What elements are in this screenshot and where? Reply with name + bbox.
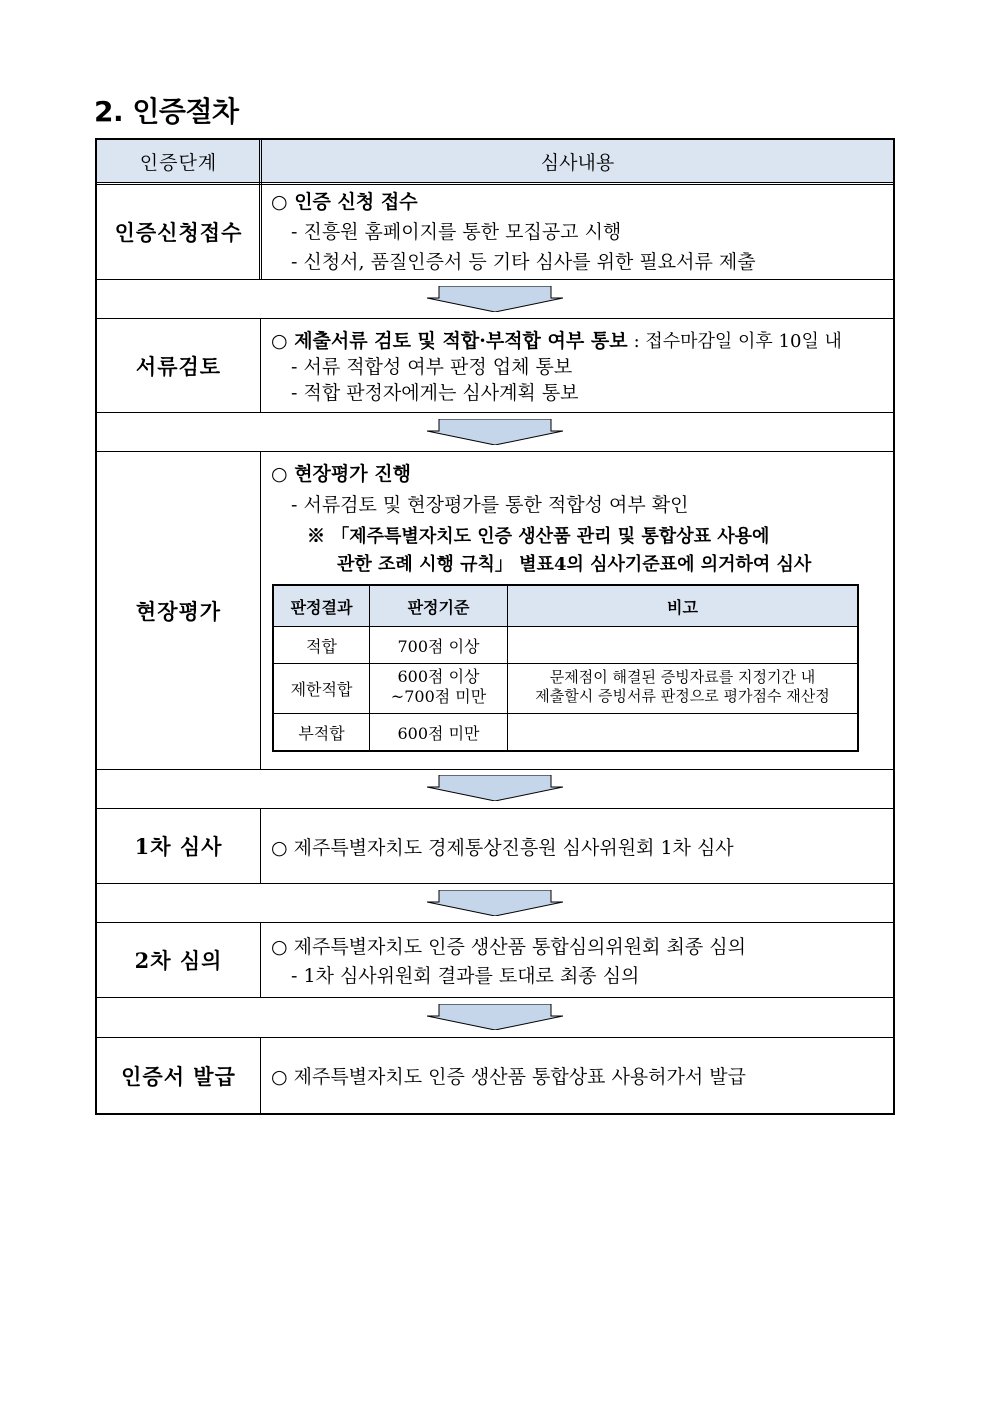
criteria-standard: 700점 이상 bbox=[397, 636, 480, 656]
criteria-standard bbox=[370, 667, 507, 707]
criteria-standard-line: 600점 이상 bbox=[397, 667, 480, 686]
step-detail: - 1차 심사위원회 결과를 토대로 최종 심의 bbox=[291, 965, 640, 987]
step-detail: - 서류검토 및 현장평가를 통한 적합성 여부 확인 bbox=[291, 494, 689, 516]
criteria-result: 제한적합 bbox=[290, 680, 353, 699]
step-label-onsite-evaluation: 현장평가 bbox=[135, 598, 222, 624]
step-detail: ○ 제주특별자치도 인증 생산품 통합상표 사용허가서 발급 bbox=[271, 1066, 746, 1088]
step-heading: ○ 제출서류 검토 및 적합·부적합 여부 통보 bbox=[271, 330, 628, 352]
criteria-note-line: 제출할시 증빙서류 판정으로 평가점수 재산정 bbox=[535, 687, 830, 705]
arrow-down-icon bbox=[427, 419, 563, 445]
step-content-application bbox=[265, 185, 890, 279]
step-content-document-review bbox=[265, 319, 890, 413]
criteria-standard: 600점 미만 bbox=[397, 723, 480, 743]
step-heading: ○ 현장평가 진행 bbox=[271, 463, 411, 485]
step-detail: - 신청서, 품질인증서 등 기타 심사를 위한 필요서류 제출 bbox=[291, 251, 756, 273]
step-label-first-review: 1차 심사 bbox=[134, 834, 223, 859]
step-note: 관한 조례 시행 규칙」 별표4의 심사기준표에 의거하여 심사 bbox=[337, 554, 812, 575]
criteria-result: 부적합 bbox=[298, 723, 345, 743]
table-header-row bbox=[97, 140, 893, 182]
step-detail: ○ 제주특별자치도 인증 생산품 통합심의위원회 최종 심의 bbox=[271, 936, 746, 958]
step-content-second-deliberation bbox=[265, 923, 890, 997]
step-detail: ○ 제주특별자치도 경제통상진흥원 심사위원회 1차 심사 bbox=[271, 837, 734, 859]
step-detail: - 진흥원 홈페이지를 통한 모집공고 시행 bbox=[291, 221, 622, 243]
step-detail: - 적합 판정자에게는 심사계획 통보 bbox=[291, 382, 579, 404]
step-label-second-deliberation: 2차 심의 bbox=[134, 948, 223, 973]
step-note: ※ 「제주특별자치도 인증 생산품 관리 및 통합상표 사용에 bbox=[307, 526, 770, 547]
criteria-standard-line: ~700점 미만 bbox=[390, 687, 487, 706]
criteria-note bbox=[508, 668, 857, 706]
header-step: 인증단계 bbox=[139, 151, 218, 174]
step-label-application: 인증신청접수 bbox=[114, 220, 243, 245]
arrow-down-icon bbox=[427, 1004, 563, 1030]
arrow-down-icon bbox=[427, 890, 563, 916]
criteria-header-standard: 판정기준 bbox=[407, 597, 470, 617]
step-label-document-review: 서류검토 bbox=[135, 354, 222, 379]
header-content: 심사내용 bbox=[540, 151, 615, 174]
arrow-down-icon bbox=[427, 286, 563, 312]
step-heading: ○ 인증 신청 접수 bbox=[271, 191, 418, 213]
criteria-table bbox=[272, 584, 859, 752]
criteria-header-result: 판정결과 bbox=[290, 597, 353, 617]
step-label-certificate-issuance: 인증서 발급 bbox=[121, 1063, 236, 1089]
step-detail: - 서류 적합성 여부 판정 업체 통보 bbox=[291, 356, 573, 378]
certification-procedure-table bbox=[95, 138, 895, 1115]
criteria-result: 적합 bbox=[306, 636, 337, 656]
criteria-header-note: 비고 bbox=[667, 597, 698, 617]
step-deadline: : 접수마감일 이후 10일 내 bbox=[633, 331, 842, 352]
step-content-first-review bbox=[265, 809, 890, 883]
step-content-certificate-issuance bbox=[265, 1038, 890, 1113]
arrow-down-icon bbox=[427, 775, 563, 801]
page-title: 2. 인증절차 bbox=[94, 95, 239, 128]
criteria-note-line: 문제점이 해결된 증빙자료를 지정기간 내 bbox=[549, 668, 816, 686]
